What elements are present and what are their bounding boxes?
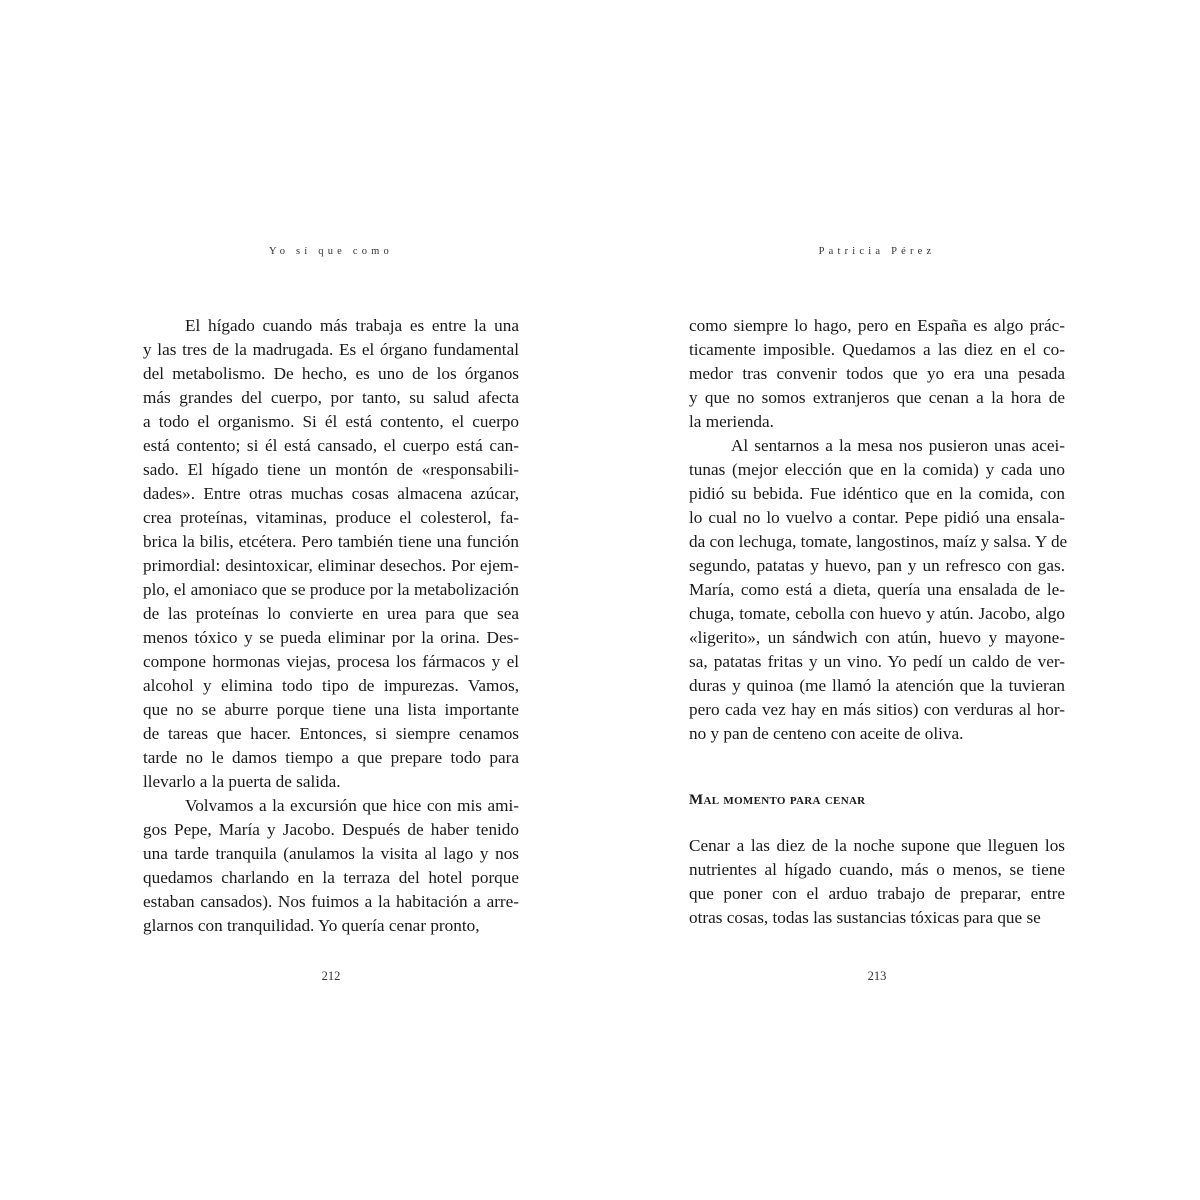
section-heading: Mal momento para cenar [689, 792, 866, 808]
text-line: segundo, patatas y huevo, pan y un refresco con gas. [689, 556, 1065, 575]
text-line: da con lechuga, tomate, langostinos, maíz y salsa. Y de [689, 532, 1068, 551]
paragraph [143, 794, 519, 938]
text-line: ticamente imposible. Quedamos a las diez en el co- [689, 340, 1065, 359]
text-line: gos Pepe, María y Jacobo. Después de haber tenido [143, 820, 519, 839]
text-line: otras cosas, todas las sustancias tóxicas para que se [689, 908, 1041, 927]
text-line: compone hormonas viejas, procesa los fármacos y el [143, 652, 519, 671]
text-line: no y pan de centeno con aceite de oliva. [689, 724, 964, 743]
paragraph [143, 314, 519, 794]
text-line: está contento; si él está cansado, el cuerpo está can- [143, 436, 519, 455]
text-line: de tareas que hacer. Entonces, si siempre cenamos [143, 724, 519, 743]
text-line: tarde no le damos tiempo a que prepare todo para [143, 748, 519, 767]
text-line: estaban cansados). Nos fuimos a la habitación a arre- [143, 892, 519, 911]
text-line: Volvamos a la excursión que hice con mis ami- [185, 796, 519, 815]
text-line: duras y quinoa (me llamó la atención que la tuvieran [689, 676, 1065, 695]
right-page-body [689, 314, 1068, 927]
text-line: pero cada vez hay en más sitios) con verduras al hor- [689, 700, 1065, 719]
text-line: a todo el organismo. Si él está contento, el cuerpo [143, 412, 519, 431]
text-line: chuga, tomate, cebolla con huevo y atún. Jacobo, algo [689, 604, 1065, 623]
text-line: brica la bilis, etcétera. Pero también tiene una función [143, 532, 519, 551]
text-line: llevarlo a la puerta de salida. [143, 772, 341, 791]
text-line: Cenar a las diez de la noche supone que lleguen los [689, 836, 1065, 855]
text-line: quedamos charlando en la terraza del hotel porque [143, 868, 519, 887]
page-number: 213 [867, 969, 887, 983]
left-page-body [143, 314, 519, 938]
running-head-book-title: Yo sí que como [269, 246, 393, 257]
text-line: «ligerito», un sándwich con atún, huevo y mayone- [689, 628, 1065, 647]
text-line: primordial: desintoxicar, eliminar desechos. Por ejem- [143, 556, 519, 575]
text-line: menos tóxico y se pueda eliminar por la orina. Des- [143, 628, 519, 647]
text-line: dades». Entre otras muchas cosas almacena azúcar, [143, 484, 519, 503]
text-line: la merienda. [689, 412, 774, 431]
page-number: 212 [321, 969, 341, 983]
text-line: que poner con el arduo trabajo de preparar, entre [689, 884, 1065, 903]
text-line: pidió su bebida. Fue idéntico que en la comida, con [689, 484, 1065, 503]
text-line: del metabolismo. De hecho, es uno de los órganos [143, 364, 519, 383]
text-line: más grandes del cuerpo, por tanto, su salud afecta [143, 388, 519, 407]
paragraph [689, 434, 1068, 746]
text-line: tunas (mejor elección que en la comida) y cada uno [689, 460, 1065, 479]
left-page [143, 0, 519, 1200]
text-line: como siempre lo hago, pero en España es algo prác- [689, 316, 1065, 335]
paragraph [689, 314, 1065, 434]
text-line: María, como está a dieta, quería una ensalada de le- [689, 580, 1065, 599]
text-line: crea proteínas, vitaminas, produce el colesterol, fa- [143, 508, 519, 527]
text-line: y que no somos extranjeros que cenan a la hora de [689, 388, 1065, 407]
text-line: de las proteínas lo convierte en urea para que sea [143, 604, 519, 623]
text-line: medor tras convenir todos que yo era una pesada [689, 364, 1065, 383]
text-line: nutrientes al hígado cuando, más o menos, se tiene [689, 860, 1065, 879]
text-line: glarnos con tranquilidad. Yo quería cenar pronto, [143, 916, 480, 935]
text-line: Al sentarnos a la mesa nos pusieron unas acei- [731, 436, 1065, 455]
right-page [689, 0, 1068, 1200]
text-line: y las tres de la madrugada. Es el órgano fundamental [143, 340, 519, 359]
text-line: que no se aburre porque tiene una lista importante [143, 700, 519, 719]
text-line: una tarde tranquila (anulamos la visita al lago y nos [143, 844, 519, 863]
text-line: sa, patatas fritas y un vino. Yo pedí un caldo de ver- [689, 652, 1065, 671]
running-head-author: Patricia Pérez [818, 246, 936, 257]
text-line: lo cual no lo vuelvo a contar. Pepe pidió una ensala- [689, 508, 1065, 527]
paragraph [689, 834, 1065, 930]
text-line: El hígado cuando más trabaja es entre la una [185, 316, 519, 335]
text-line: alcohol y elimina todo tipo de impurezas. Vamos, [143, 676, 519, 695]
text-line: sado. El hígado tiene un montón de «responsabili- [143, 460, 519, 479]
text-line: plo, el amoniaco que se produce por la metabolización [143, 580, 519, 599]
